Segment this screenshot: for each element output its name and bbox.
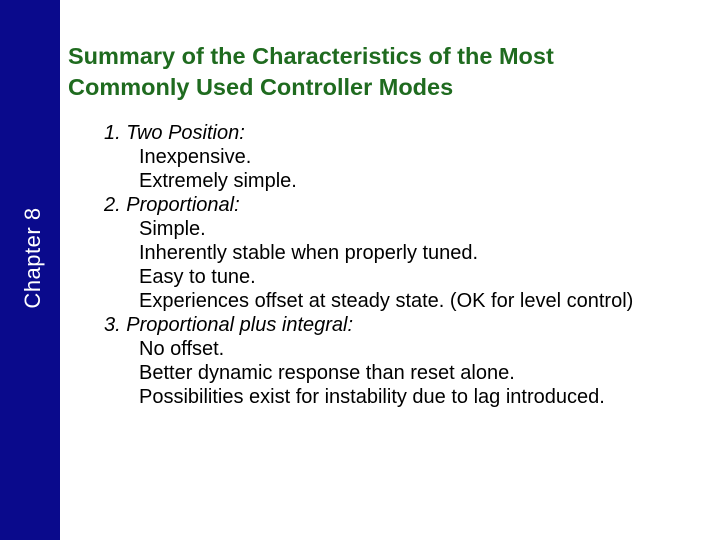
list-item: Possibilities exist for instability due to lag introduced. — [139, 386, 605, 408]
section-points — [104, 217, 684, 313]
list-item: Easy to tune. — [139, 266, 256, 288]
slide-title-line-1: Summary of the Characteristics of the Most — [68, 43, 554, 69]
section-points — [104, 337, 684, 409]
section-heading: 1. Two Position: — [104, 122, 245, 144]
chapter-sidebar — [0, 0, 60, 540]
list-item: Inherently stable when properly tuned. — [139, 242, 479, 264]
list-item: No offset. — [139, 338, 225, 360]
controller-modes-list — [104, 121, 684, 409]
list-item: Inexpensive. — [139, 146, 252, 168]
list-item: Extremely simple. — [139, 170, 297, 192]
chapter-label: Chapter 8 — [20, 207, 45, 309]
section-proportional — [104, 193, 684, 313]
section-points — [104, 145, 684, 193]
section-proportional-plus-integral — [104, 313, 684, 409]
section-heading: 3. Proportional plus integral: — [104, 314, 354, 336]
section-heading: 2. Proportional: — [104, 194, 240, 216]
list-item: Experiences offset at steady state. (OK for level control) — [139, 290, 634, 312]
list-item: Simple. — [139, 218, 206, 240]
section-two-position — [104, 121, 684, 193]
slide-title-line-2: Commonly Used Controller Modes — [68, 74, 454, 100]
slide-title — [68, 41, 688, 103]
list-item: Better dynamic response than reset alone. — [139, 362, 515, 384]
